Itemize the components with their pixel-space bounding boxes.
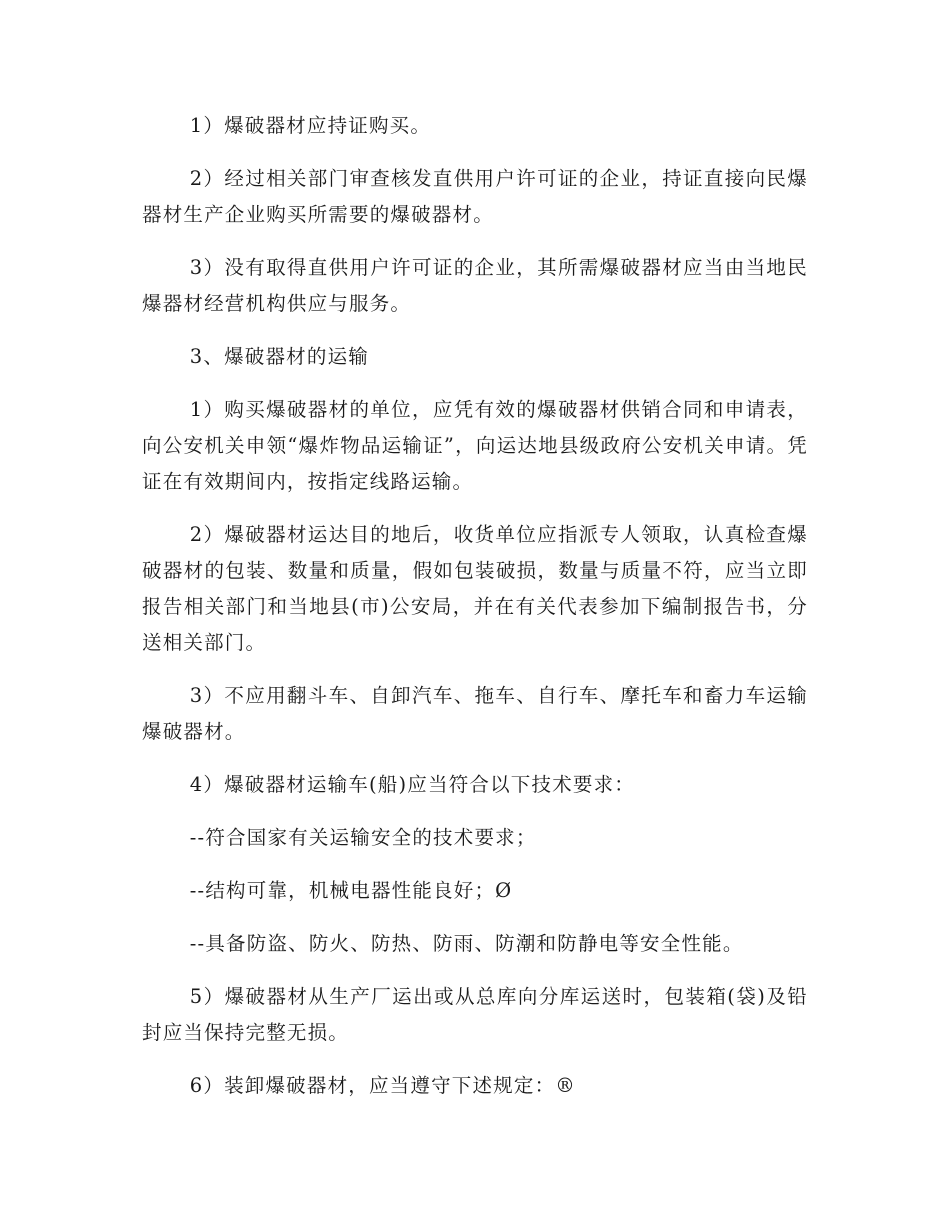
paragraph-transport-certificate: 1）购买爆破器材的单位，应凭有效的爆破器材供销合同和申请表，向公安机关申领“爆炸物品运输证”，向运达地县级政府公安机关申请。凭证在有效期间内，按指定线路运输。 xyxy=(142,398,808,493)
paragraph-direct-supply-permit: 2）经过相关部门审查核发直供用户许可证的企业，持证直接向民爆器材生产企业购买所需要的爆破器材。 xyxy=(142,167,808,226)
paragraph-arrival-inspection: 2）爆破器材运达目的地后，收货单位应指派专人领取，认真检查爆破器材的包装、数量和质量，假如包装破损，数量与质量不符，应当立即报告相关部门和当地县(市)公安局，并在有关代表参加下编制报告书，分送相关部门。 xyxy=(142,523,808,654)
list-item-safety-performance: --具备防盗、防火、防热、防雨、防潮和防静电等安全性能。 xyxy=(189,932,744,955)
list-item-national-standards: --符合国家有关运输安全的技术要求； xyxy=(189,826,537,849)
paragraph-loading-rules: 6）装卸爆破器材，应当遵守下述规定：® xyxy=(189,1074,576,1097)
section-heading-transport: 3、爆破器材的运输 xyxy=(189,345,369,368)
paragraph-prohibited-vehicles: 3）不应用翻斗车、自卸汽车、拖车、自行车、摩托车和畜力车运输爆破器材。 xyxy=(142,684,808,743)
paragraph-no-permit-supply: 3）没有取得直供用户许可证的企业，其所需爆破器材应当由当地民爆器材经营机构供应与服务。 xyxy=(142,256,808,315)
document-body xyxy=(142,108,808,1104)
paragraph-vehicle-requirements: 4）爆破器材运输车(船)应当符合以下技术要求： xyxy=(189,773,635,796)
paragraph-purchase-with-permit: 1）爆破器材应持证购买。 xyxy=(189,114,432,137)
list-item-reliable-structure: --结构可靠，机械电器性能良好；Ø xyxy=(189,879,513,902)
paragraph-packaging-intact: 5）爆破器材从生产厂运出或从总库向分库运送时，包装箱(袋)及铅封应当保持完整无损。 xyxy=(142,985,808,1044)
